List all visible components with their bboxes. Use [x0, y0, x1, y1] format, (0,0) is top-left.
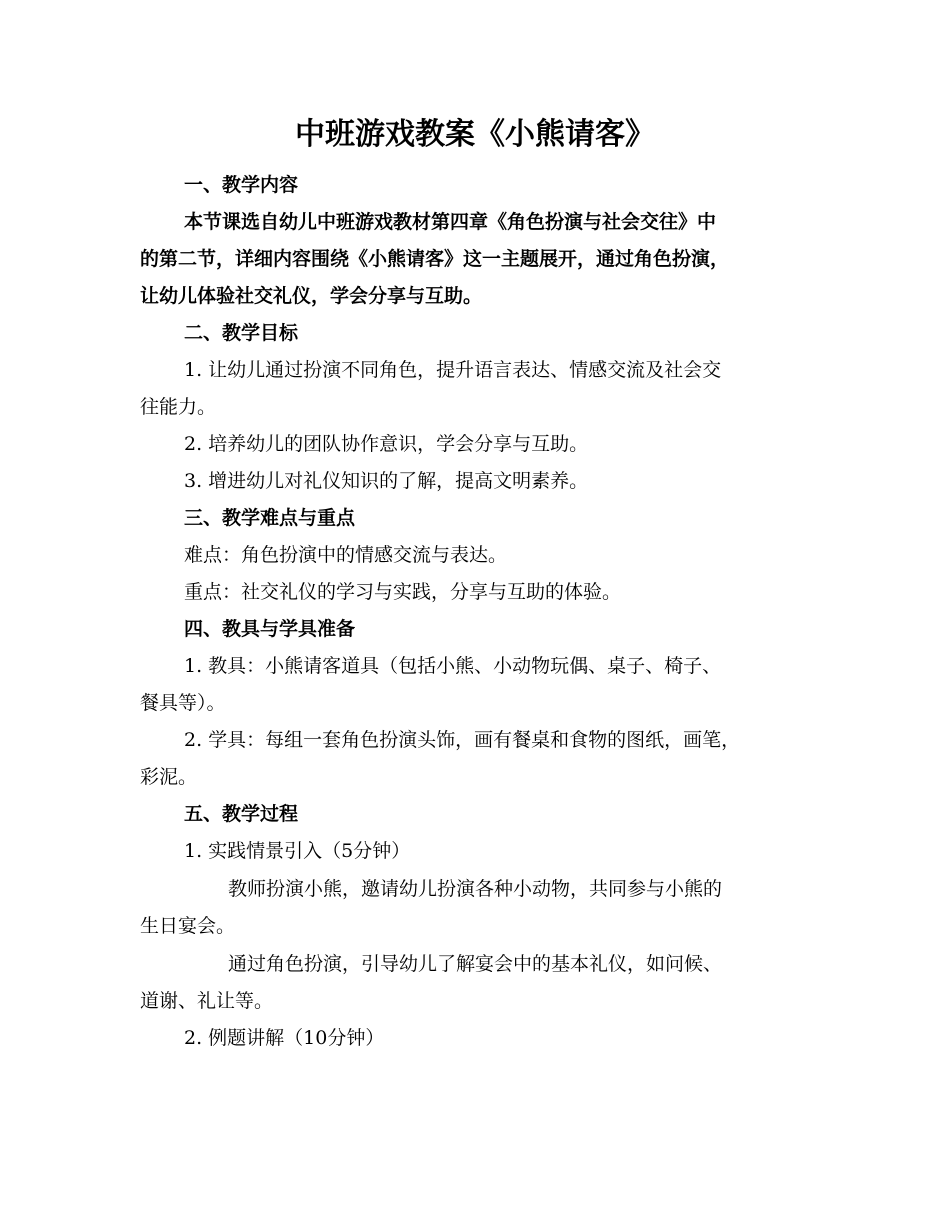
- section-heading-materials: 四、教具与学具准备: [184, 618, 356, 640]
- materials-item-line: 1. 教具：小熊请客道具（包括小熊、小动物玩偶、桌子、椅子、: [184, 655, 722, 677]
- section-heading-process: 五、教学过程: [184, 803, 299, 825]
- key-point-text: 重点：社交礼仪的学习与实践，分享与互助的体验。: [184, 581, 622, 603]
- materials-item-line: 餐具等）。: [140, 692, 226, 714]
- section-heading-goals: 二、教学目标: [184, 322, 299, 344]
- goal-item: 2. 培养幼儿的团队协作意识，学会分享与互助。: [184, 433, 589, 455]
- section-heading-difficulty: 三、教学难点与重点: [184, 507, 356, 529]
- process-paragraph-line: 教师扮演小熊，邀请幼儿扮演各种小动物，共同参与小熊的: [228, 878, 723, 900]
- process-step: 1. 实践情景引入（5分钟）: [184, 840, 411, 862]
- process-paragraph-line: 道谢、礼让等。: [140, 990, 274, 1012]
- content-paragraph-line: 本节课选自幼儿中班游戏教材第四章《角色扮演与社会交往》中: [184, 211, 717, 233]
- goal-item-line: 往能力。: [140, 396, 217, 418]
- materials-item-line: 2. 学具：每组一套角色扮演头饰，画有餐桌和食物的图纸，画笔，: [184, 729, 741, 751]
- content-paragraph-line: 让幼儿体验社交礼仪，学会分享与互助。: [140, 285, 483, 307]
- process-paragraph-line: 生日宴会。: [140, 915, 236, 937]
- materials-item-line: 彩泥。: [140, 766, 198, 788]
- document-title: 中班游戏教案《小熊请客》: [295, 117, 655, 152]
- section-heading-content: 一、教学内容: [184, 174, 299, 196]
- process-paragraph-line: 通过角色扮演，引导幼儿了解宴会中的基本礼仪，如问候、: [228, 953, 723, 975]
- goal-item-line: 1. 让幼儿通过扮演不同角色，提升语言表达、情感交流及社会交: [184, 359, 722, 381]
- content-paragraph-line: 的第二节，详细内容围绕《小熊请客》这一主题展开，通过角色扮演，: [140, 248, 730, 270]
- process-step: 2. 例题讲解（10分钟）: [184, 1027, 385, 1049]
- goal-item: 3. 增进幼儿对礼仪知识的了解，提高文明素养。: [184, 470, 589, 492]
- difficulty-text: 难点：角色扮演中的情感交流与表达。: [184, 544, 508, 566]
